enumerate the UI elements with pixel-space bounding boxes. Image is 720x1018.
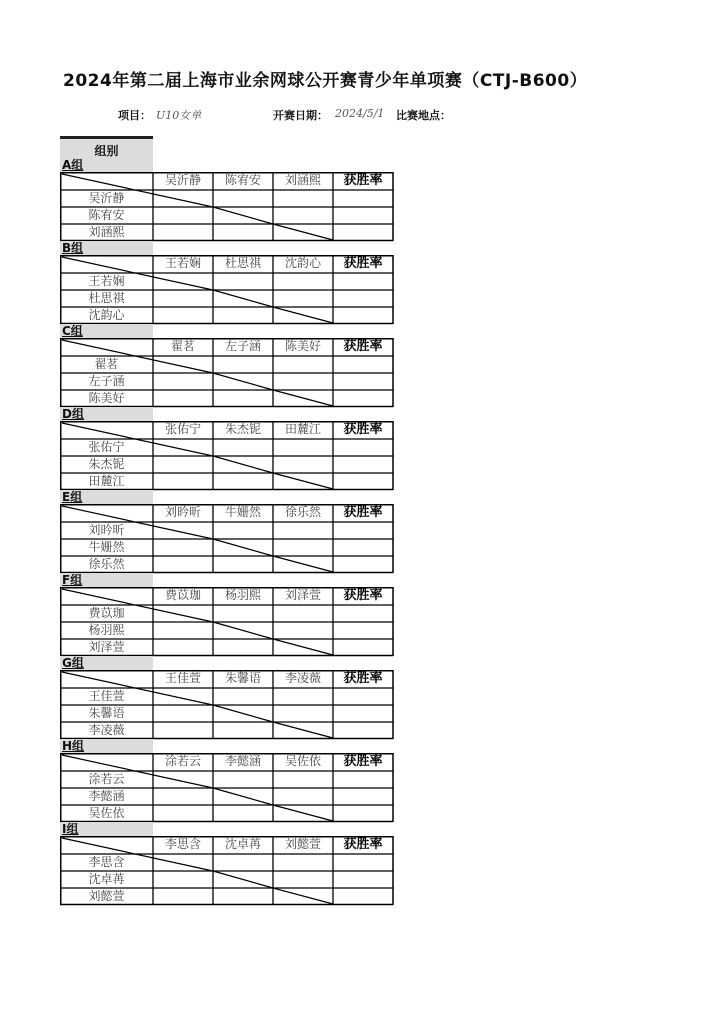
win-rate-header: 获胜率: [343, 505, 383, 520]
grid-line: [213, 290, 273, 307]
round-robin-grid: [60, 421, 393, 490]
group-d: [60, 407, 394, 491]
row-header-player: 李思含: [88, 855, 125, 869]
win-rate-header: 获胜率: [343, 339, 383, 354]
row-header-player: 王佳萱: [88, 689, 125, 703]
row-header-player: 左子涵: [88, 374, 125, 388]
row-header-player: 翟茗: [94, 357, 119, 371]
column-header-player: 沈韵心: [284, 256, 321, 270]
round-robin-grid: [60, 836, 393, 905]
grid-line: [213, 788, 273, 805]
column-header-player: 杨羽熙: [224, 588, 261, 602]
round-robin-grid: [60, 338, 393, 407]
group-e: [60, 490, 394, 574]
row-header-player: 涂若云: [88, 772, 125, 786]
column-header-player: 张佑宁: [164, 422, 201, 436]
date-label: 开赛日期：: [273, 109, 328, 122]
column-header-player: 吴沂静: [164, 173, 201, 187]
row-header-player: 李凌薇: [88, 723, 125, 737]
row-header-player: 李懿涵: [88, 789, 125, 803]
win-rate-header: 获胜率: [343, 671, 383, 686]
group-label: E组: [60, 490, 153, 504]
win-rate-header: 获胜率: [343, 256, 383, 271]
group-label: D组: [60, 407, 153, 421]
win-rate-header: 获胜率: [343, 837, 383, 852]
grid-line: [273, 556, 333, 572]
column-header-player: 涂若云: [164, 754, 201, 768]
group-label: H组: [60, 739, 153, 753]
column-header-player: 刘懿萱: [284, 837, 321, 851]
row-header-player: 朱杰铌: [88, 457, 125, 471]
column-header-player: 朱馨语: [224, 671, 261, 685]
group-b: [60, 241, 394, 325]
column-header-player: 朱杰铌: [224, 422, 261, 436]
group-label: A组: [60, 158, 153, 172]
row-header-player: 陈美好: [88, 391, 125, 405]
row-header-player: 杨羽熙: [88, 623, 125, 637]
row-header-player: 刘懿萱: [88, 889, 125, 903]
group-label: C组: [60, 324, 153, 338]
round-robin-grid: [60, 172, 393, 241]
column-header-player: 左子涵: [224, 339, 261, 353]
row-header-player: 吴沂静: [88, 191, 125, 205]
grid-line: [273, 390, 333, 406]
grid-line: [213, 871, 273, 888]
grid-line: [213, 622, 273, 639]
column-header-player: 吴佐依: [284, 754, 321, 768]
event-label: 项目：: [118, 109, 151, 122]
row-header-player: 费苡珈: [88, 606, 125, 620]
row-header-player: 沈卓苒: [88, 872, 125, 886]
group-f: [60, 573, 394, 657]
column-header-player: 王若娴: [164, 256, 201, 270]
grid-line: [273, 307, 333, 323]
grid-line: [273, 805, 333, 821]
grid-line: [273, 722, 333, 738]
group-h: [60, 739, 394, 823]
round-robin-grid: [60, 753, 393, 822]
group-label: G组: [60, 656, 153, 670]
column-header-player: 刘涵熙: [284, 173, 321, 187]
round-robin-grid: [60, 255, 393, 324]
row-header-player: 沈韵心: [88, 308, 125, 322]
column-header-player: 田麓江: [284, 422, 321, 436]
column-header-player: 费苡珈: [164, 588, 201, 602]
column-header-player: 徐乐然: [284, 505, 321, 519]
grid-line: [273, 888, 333, 904]
round-robin-grid: [60, 670, 393, 739]
grid-line: [213, 207, 273, 224]
column-header-player: 陈美好: [284, 339, 321, 353]
grid-line: [273, 224, 333, 240]
win-rate-header: 获胜率: [343, 754, 383, 769]
group-c: [60, 324, 394, 408]
date-value: 2024/5/1: [335, 107, 385, 120]
round-robin-grid: [60, 587, 393, 656]
column-header-player: 李懿涵: [224, 754, 261, 768]
column-header-player: 王佳萱: [164, 671, 201, 685]
group-a: [60, 158, 394, 242]
row-header-player: 杜思祺: [88, 291, 125, 305]
group-i: [60, 822, 394, 906]
group-label: B组: [60, 241, 153, 255]
group-g: [60, 656, 394, 740]
win-rate-header: 获胜率: [343, 173, 383, 188]
grid-line: [213, 705, 273, 722]
round-robin-grid: [60, 504, 393, 573]
column-header-player: 牛姗然: [224, 505, 261, 519]
table-header: [60, 136, 153, 158]
row-header-player: 王若娴: [88, 274, 125, 288]
column-header-player: 李凌薇: [284, 671, 321, 685]
row-header-player: 徐乐然: [88, 557, 125, 571]
row-header-player: 刘泽萱: [88, 640, 125, 654]
grid-line: [213, 456, 273, 473]
row-header-player: 陈宥安: [88, 208, 125, 222]
grid-line: [213, 373, 273, 390]
row-header-player: 刘昑昕: [88, 523, 125, 537]
row-header-player: 田麓江: [88, 474, 125, 488]
venue-label: 比赛地点：: [396, 109, 451, 122]
row-header-player: 朱馨语: [88, 706, 125, 720]
column-header-player: 李思含: [164, 837, 201, 851]
row-header-player: 刘涵熙: [88, 225, 125, 239]
column-header-player: 杜思祺: [224, 256, 261, 270]
row-header-player: 牛姗然: [88, 540, 125, 554]
page-title: 2024年第二届上海市业余网球公开赛青少年单项赛（CTJ-B600）: [63, 71, 588, 91]
table-header-label: 组别: [94, 144, 119, 158]
grid-line: [213, 539, 273, 556]
column-header-player: 刘泽萱: [284, 588, 321, 602]
column-header-player: 刘昑昕: [164, 505, 201, 519]
grid-line: [273, 639, 333, 655]
group-label: F组: [60, 573, 153, 587]
row-header-player: 吴佐依: [88, 806, 125, 820]
event-value: U10女单: [156, 109, 202, 122]
win-rate-header: 获胜率: [343, 422, 383, 437]
column-header-player: 陈宥安: [224, 173, 261, 187]
group-label: I组: [60, 822, 153, 836]
row-header-player: 张佑宁: [88, 440, 125, 454]
grid-line: [273, 473, 333, 489]
column-header-player: 沈卓苒: [224, 837, 261, 851]
win-rate-header: 获胜率: [343, 588, 383, 603]
column-header-player: 翟茗: [170, 339, 195, 353]
